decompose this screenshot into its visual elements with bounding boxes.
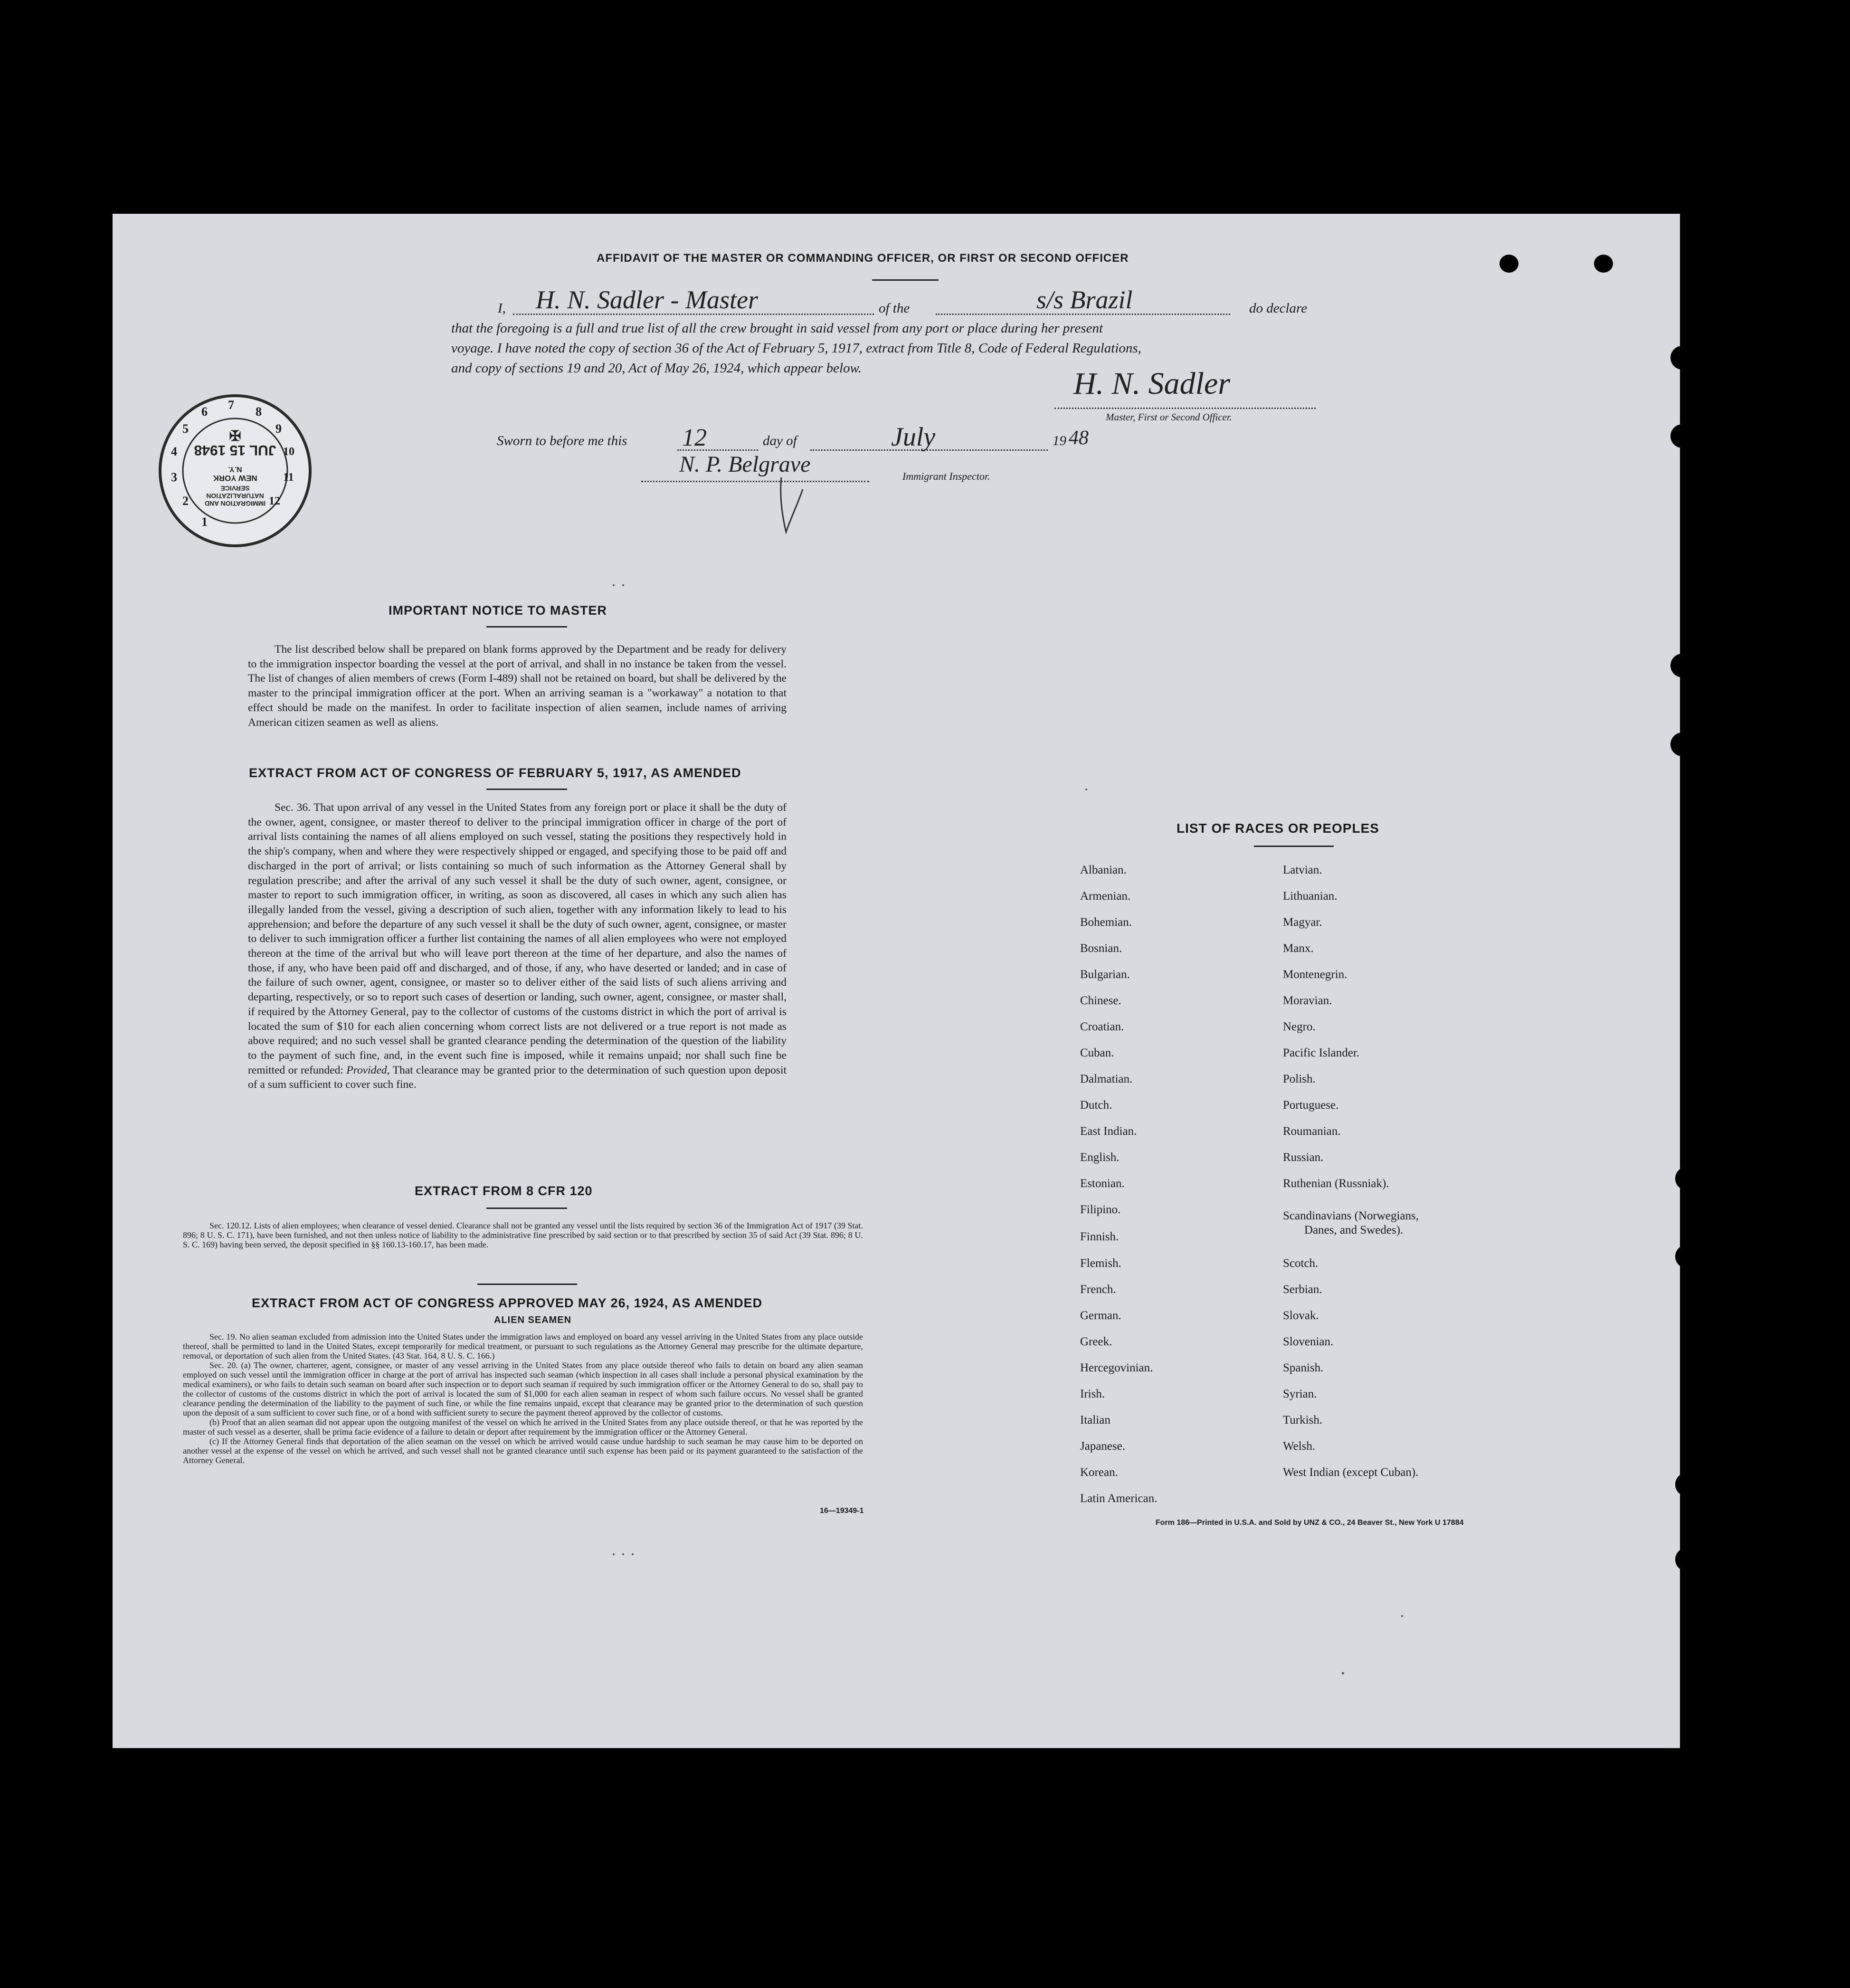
race-item: Japanese. [1080, 1440, 1126, 1453]
race-item: Magyar. [1283, 916, 1322, 929]
race-item: Russian. [1283, 1151, 1324, 1164]
race-item: Polish. [1283, 1073, 1316, 1085]
race-item: Serbian. [1283, 1283, 1322, 1296]
affidavit-of-the: of the [879, 301, 910, 316]
sec-19: Sec. 19. No alien seaman excluded from admission into the United States under the immigration laws and employed on board any vessel arriving in the United States from any place outside thereof, shall be permitted to land in the United States, except temporarily for medical treatment, or pursuant to such regulations as the Attorney General may prescribe for the ultimate departure, removal, or deportation of such alien from the United States. (43 Stat. 164, 8 U. S. C. 166.) [183, 1332, 863, 1360]
inspector-signature: N. P. Belgrave [679, 452, 811, 477]
stamp-number: 11 [283, 471, 294, 484]
affidavit-line-1 [451, 285, 1344, 318]
master-signature: H. N. Sadler [1073, 366, 1230, 401]
pen-stroke [774, 475, 812, 537]
affidavit-line-4: and copy of sections 19 and 20, Act of May 26, 1924, which appear below. [451, 361, 862, 376]
stamp-number: 7 [228, 398, 234, 412]
race-item: Greek. [1080, 1335, 1112, 1348]
act-1924-heading: EXTRACT FROM ACT OF CONGRESS APPROVED MAY 26, 1924, AS AMENDED [252, 1296, 763, 1310]
affidavit-line-2: that the foregoing is a full and true list of all the crew brought in said vessel from any port or place during her present [451, 321, 1103, 336]
stamp-number: 1 [201, 515, 208, 529]
race-item: Chinese. [1080, 994, 1121, 1007]
punch-hole [1675, 1167, 1699, 1190]
stamp-number: 3 [171, 470, 177, 484]
race-item: Montenegrin. [1283, 968, 1347, 981]
stamp-number: 10 [283, 446, 294, 458]
vessel-name-handwritten: s/s Brazil [1036, 285, 1133, 314]
immigration-stamp [157, 392, 313, 549]
speck [622, 1553, 624, 1555]
race-item: Negro. [1283, 1020, 1316, 1033]
race-item: Slovenian. [1283, 1335, 1334, 1348]
race-item: Estonian. [1080, 1177, 1125, 1190]
punch-hole [1675, 1473, 1699, 1496]
speck [1401, 1615, 1403, 1617]
sec-20c: (c) If the Attorney General finds that deportation of the alien seaman on the vessel on which he arrived would cause undue hardship to such seaman he may cause him to be deported on another vessel at the expense of the vessel on which he arrived, and such vessel shall not be granted clearance until such expense has been paid or its payment guaranteed to the satisfaction of the Attorney General. [183, 1436, 863, 1465]
inspector-line [641, 481, 869, 482]
year-handwritten: 48 [1069, 427, 1089, 449]
race-item: Manx. [1283, 942, 1314, 955]
speck [622, 584, 624, 586]
act-1924-subheading: ALIEN SEAMEN [494, 1315, 572, 1325]
divider [1254, 846, 1334, 847]
race-item: Italian [1080, 1414, 1110, 1427]
month-handwritten: July [891, 422, 936, 452]
sec-36-text-end: That clearance may be granted prior to the determination of such question upon deposit of a sum sufficient to cover such fine. [248, 1064, 787, 1091]
divider [872, 279, 939, 281]
race-item: Latin American. [1080, 1492, 1157, 1505]
race-item: Bohemian. [1080, 916, 1132, 929]
race-item: Scotch. [1283, 1257, 1319, 1270]
race-item: Cuban. [1080, 1046, 1114, 1059]
speck [632, 1553, 634, 1555]
day-of-text: day of [763, 433, 797, 448]
race-item: Irish. [1080, 1388, 1105, 1400]
affidavit-line-3: voyage. I have noted the copy of section 36 of the Act of February 5, 1917, extract from Title 8, Code of Federal Regulations, [451, 341, 1141, 356]
race-item: East Indian. [1080, 1125, 1137, 1138]
punch-hole [1594, 255, 1613, 273]
speck [613, 584, 615, 586]
race-item: Moravian. [1283, 994, 1332, 1007]
race-item: Finnish. [1080, 1230, 1119, 1243]
stamp-number: 9 [275, 422, 282, 436]
speck [1342, 1672, 1344, 1674]
notice-heading: IMPORTANT NOTICE TO MASTER [389, 603, 607, 618]
race-item: Croatian. [1080, 1020, 1124, 1033]
race-item: Welsh. [1283, 1440, 1316, 1453]
punch-hole [1670, 732, 1694, 756]
race-item: French. [1080, 1283, 1116, 1296]
race-item: Portuguese. [1283, 1099, 1339, 1112]
race-item: Bulgarian. [1080, 968, 1130, 981]
sworn-line [497, 422, 1133, 454]
sworn-text: Sworn to before me this [497, 433, 627, 448]
divider [486, 626, 567, 628]
race-item: Flemish. [1080, 1257, 1121, 1270]
race-item: German. [1080, 1309, 1121, 1322]
form-footer: Form 186—Printed in U.S.A. and Sold by UNZ & CO., 24 Beaver St., New York U 17884 [1156, 1519, 1464, 1527]
day-blank-line [677, 449, 758, 451]
stamp-center [185, 421, 285, 521]
divider [486, 1208, 567, 1209]
stamp-city: NEW YORK [213, 474, 257, 483]
affidavit-do-declare: do declare [1249, 301, 1308, 316]
race-item: Turkish. [1283, 1414, 1323, 1427]
stamp-number: 6 [201, 405, 208, 419]
divider [486, 789, 567, 790]
signature-caption: Master, First or Second Officer. [1106, 411, 1232, 423]
act-1917-section-36 [248, 800, 787, 1092]
race-item: Ruthenian (Russniak). [1283, 1177, 1389, 1190]
master-name-handwritten: H. N. Sadler - Master [536, 285, 758, 314]
race-item: Roumanian. [1283, 1125, 1341, 1138]
year-prefix: 19 [1053, 433, 1066, 448]
sec-36-text: Sec. 36. That upon arrival of any vessel in the United States from any foreign port or place it shall be the duty of the owner, agent, consignee, or master thereof to deliver to the principal immigration officer in charge of the port of arrival lists containing the names of all aliens employed on such vessel, stating the positions they respectively hold in the ship's company, when and where they were respectively shipped or engaged, and specifying those to be paid off and discharged in the port of arrival; or lists containing so much of such information as the Attorney General shall by regulation prescribe; and after the arrival of any such vessel it shall be the duty of such owner, agent, consignee, or master to report to such immigration officer, in writing, as soon as discovered, all cases in which any such alien has illegally landed from the vessel, giving a description of such alien, together with any information likely to lead to his apprehension; and before the departure of any such vessel it shall be the duty of such owner, agent, consignee, or master to deliver to such immigration officer a further list containing the names of all alien employees who were not employed thereon at the time of the arrival but who will leave port thereon at the time of her departure, and also the names of those, if any, who have been paid off and discharged, and of those, if any, who have deserted or landed; and in case of the failure of such owner, agent, consignee, or master so to deliver either of the said lists of such aliens arriving and departing, respectively, or so to report such cases of desertion or landing, such owner, agent, consignee, or master shall, if required by the Attorney General, pay to the collector of customs of the customs district in which the port of arrival is located the sum of $10 for each alien concerning whom correct lists are not delivered or a true report is not made as above required; and no such vessel shall be granted clearance pending the determination of the question of the liability to the payment of such fine, and, in the event such fine is imposed, while it remains unpaid; nor shall such fine be remitted or refunded: [248, 801, 787, 1076]
stamp-number: 12 [269, 495, 280, 507]
print-code: 16—19349-1 [820, 1507, 864, 1515]
punch-hole [1670, 654, 1694, 677]
speck [1085, 789, 1087, 790]
stamp-number: 8 [256, 405, 262, 419]
races-heading: LIST OF RACES OR PEOPLES [1176, 821, 1379, 836]
race-item: Syrian. [1283, 1388, 1317, 1400]
race-item: Dutch. [1080, 1099, 1112, 1112]
inspector-caption: Immigrant Inspector. [902, 470, 990, 482]
punch-hole [1499, 255, 1518, 273]
sec-36-provided: Provided, [346, 1064, 390, 1076]
race-item: Armenian. [1080, 890, 1131, 903]
race-item: West Indian (except Cuban). [1283, 1466, 1419, 1479]
vessel-blank-line [936, 314, 1230, 315]
stamp-number: 4 [171, 445, 177, 458]
race-item: Slovak. [1283, 1309, 1319, 1322]
race-item: Dalmatian. [1080, 1073, 1133, 1085]
stamp-mark-icon: ✠ [229, 427, 241, 443]
stamp-state: N.Y. [228, 465, 242, 473]
race-item: Spanish. [1283, 1361, 1324, 1374]
race-item: Bosnian. [1080, 942, 1122, 955]
affidavit-heading: AFFIDAVIT OF THE MASTER OR COMMANDING OFFICER, OR FIRST OR SECOND OFFICER [597, 252, 1129, 265]
stamp-number: 2 [182, 494, 189, 508]
race-item: Korean. [1080, 1466, 1118, 1479]
race-item: Pacific Islander. [1283, 1046, 1360, 1059]
day-handwritten: 12 [682, 424, 707, 451]
race-item: Hercegovinian. [1080, 1361, 1153, 1374]
race-item: Albanian. [1080, 864, 1127, 876]
race-item: Lithuanian. [1283, 890, 1338, 903]
punch-hole [1675, 1245, 1699, 1268]
race-item: Filipino. [1080, 1203, 1121, 1216]
act-1917-heading: EXTRACT FROM ACT OF CONGRESS OF FEBRUARY 5, 1917, AS AMENDED [249, 766, 741, 780]
race-item: English. [1080, 1151, 1119, 1164]
affidavit-i: I, [498, 301, 506, 316]
race-item: Scandinavians (Norwegians, [1283, 1209, 1419, 1222]
act-1924-sections [183, 1332, 863, 1465]
race-item: Latvian. [1283, 864, 1322, 876]
notice-body: The list described below shall be prepared on blank forms approved by the Department and be ready for delivery to the immigration inspector boarding the vessel at the port of arrival, and shall in no instance be taken from the vessel. The list of changes of alien members of crews (Form I-489) shall not be retained on board, but shall be delivered by the master to the principal immigration officer at the port. When an arriving seaman is a "workaway" a notation to that effect should be made on the manifest. In order to facilitate inspection of alien seamen, include names of arriving American citizen seamen as well as aliens. [248, 643, 787, 729]
punch-hole [1675, 1548, 1699, 1571]
stamp-number: 5 [182, 422, 189, 436]
stamp-agency: IMMIGRATION AND NATURALIZATION SERVICE [204, 485, 266, 507]
speck [613, 1553, 615, 1555]
name-blank-line [513, 314, 874, 315]
signature-line [1054, 408, 1316, 409]
sec-20b: (b) Proof that an alien seaman did not appear upon the outgoing manifest of the vessel on which he arrived in the United States from any place outside thereof, or that he was reported by the master of such vessel as a deserter, shall be prima facie evidence of a failure to detain or deport after requirement by the immigration officer or the Attorney General. [183, 1417, 863, 1436]
cfr-body: Sec. 120.12. Lists of alien employees; when clearance of vessel denied. Clearance shall not be granted any vessel until the lists required by section 36 of the Immigration Act of 1917 (39 Stat. 896; 8 U. S. C. 171), have been furnished, and not then unless notice of liability to the administrative fine prescribed by said section or to that prescribed by section 35 of said Act (39 Stat. 896; 8 U. S. C. 169) having been served, the deposit specified in §§ 160.13-160.17, has been made. [183, 1221, 863, 1249]
divider [477, 1284, 577, 1285]
sec-20a: Sec. 20. (a) The owner, charterer, agent, consignee, or master of any vessel arriving in the United States from any place outside thereof who fails to detain on board any alien seaman employed on such vessel until the immigration officer in charge at the port of arrival has inspected such seaman (which inspection in all cases shall include a personal physical examination by the medical examiners), or who fails to detain such seaman on board after such inspection or to deport such seaman if required by such immigration officer or the Attorney General to do so, shall pay to the collector of customs of the customs district in which the port of arrival is located the sum of $1,000 for each alien seaman in respect of whom such failure occurs. No vessel shall be granted clearance pending the determination of the liability to the payment of such fine, or while the fine remains unpaid, except that clearance may be granted prior to the determination of such question upon the deposit of a sum sufficient to cover such fine, or of a bond with sufficient surety to secure the payment thereof approved by the collector of customs. [183, 1360, 863, 1417]
month-blank-line [810, 449, 1048, 451]
stamp-date: JUL 15 1948 [194, 442, 276, 458]
cfr-heading: EXTRACT FROM 8 CFR 120 [415, 1184, 593, 1198]
race-item: Danes, and Swedes). [1304, 1224, 1404, 1237]
punch-hole [1670, 346, 1694, 370]
punch-hole [1670, 424, 1694, 448]
